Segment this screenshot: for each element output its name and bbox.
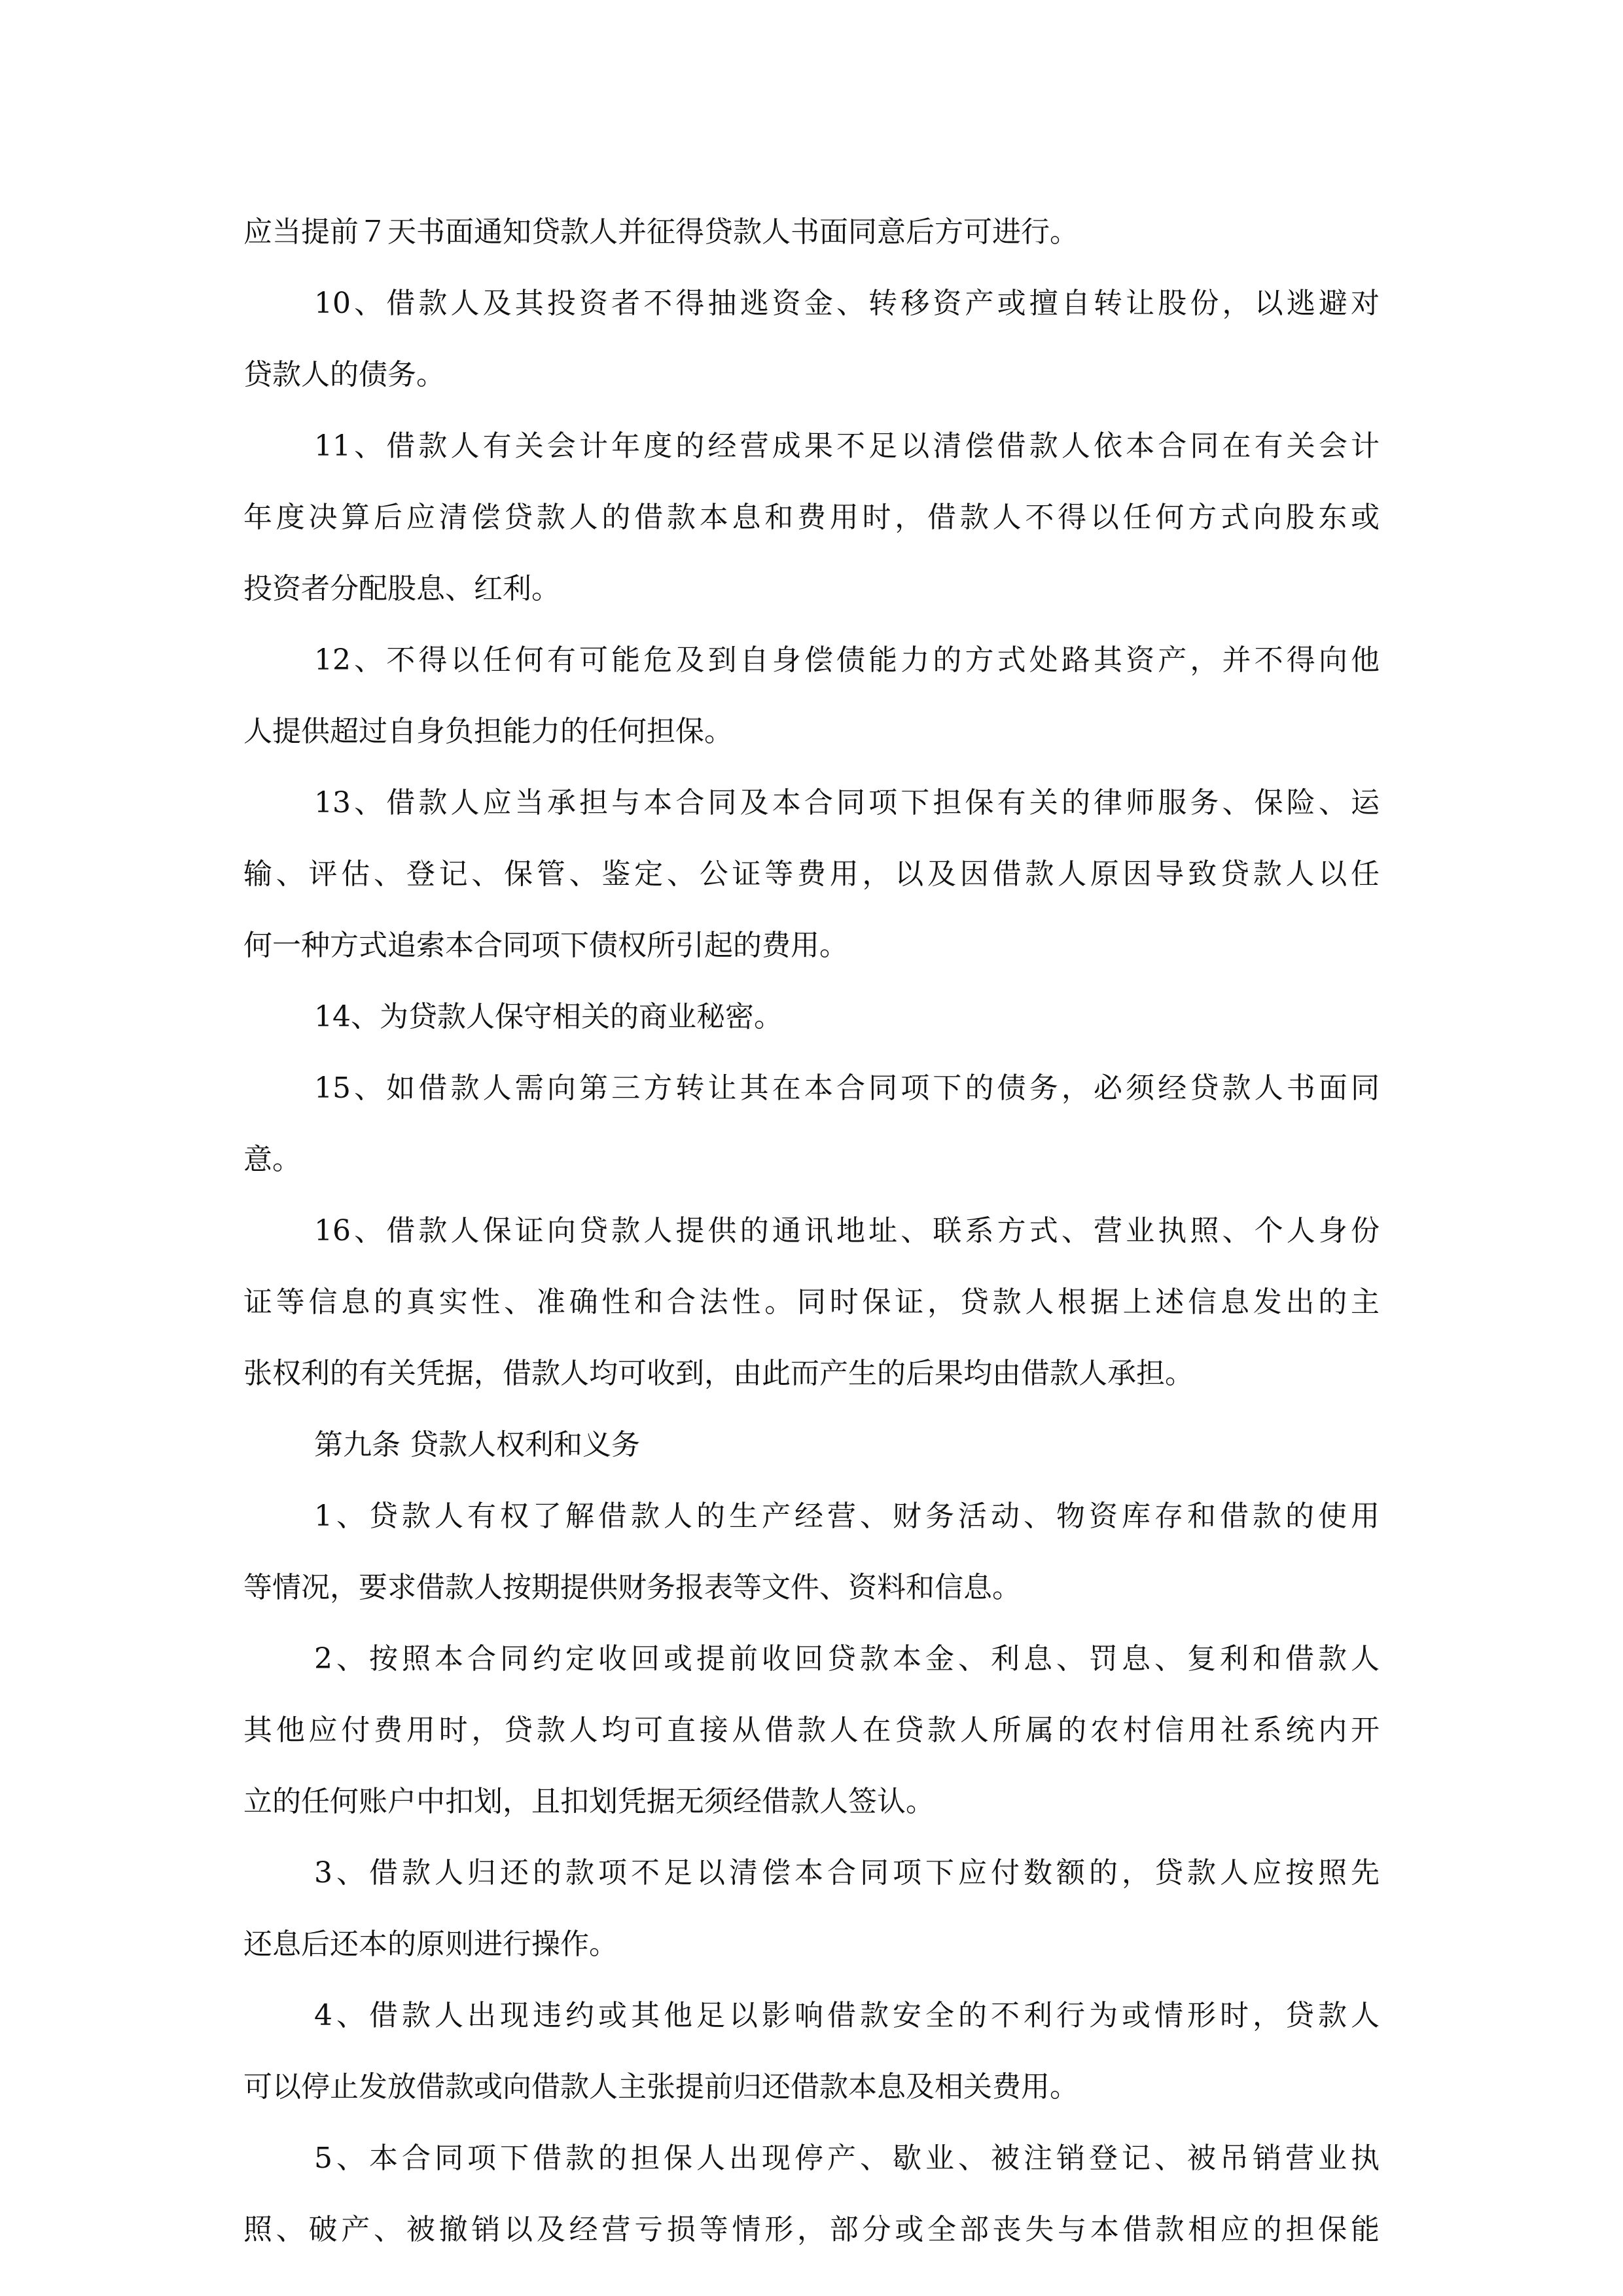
section-heading: [243, 1409, 1380, 1480]
text-line: 16、借款人保证向贷款人提供的通讯地址、联系方式、营业执照、个人身份: [314, 1214, 1380, 1247]
text-line: 年度决算后应清偿贷款人的借款本息和费用时，借款人不得以任何方式向股东或: [243, 501, 1380, 534]
text-line: 何一种方式追索本合同项下债权所引起的费用。: [243, 929, 848, 962]
text-line: 其他应付费用时，贷款人均可直接从借款人在贷款人所属的农村信用社系统内开: [243, 1713, 1380, 1747]
text-line: 立的任何账户中扣划，且扣划凭据无须经借款人签认。: [243, 1785, 935, 1818]
paragraph-p11: [243, 410, 1380, 624]
text-line: 贷款人的债务。: [243, 358, 445, 391]
text-line: 应当提前７天书面通知贷款人并征得贷款人书面同意后方可进行。: [243, 215, 1079, 249]
text-line: 12、不得以任何有可能危及到自身偿债能力的方式处路其资产，并不得向他: [314, 643, 1380, 677]
document-body: [243, 196, 1380, 2265]
text-line: 可以停止发放借款或向借款人主张提前归还借款本息及相关费用。: [243, 2070, 1079, 2104]
text-line: 等情况，要求借款人按期提供财务报表等文件、资料和信息。: [243, 1571, 1021, 1604]
text-line: 14、为贷款人保守相关的商业秘密。: [314, 1000, 783, 1033]
text-line: 10、借款人及其投资者不得抽逃资金、转移资产或擅自转让股份，以逃避对: [314, 287, 1380, 320]
paragraph-p-cont: [243, 196, 1380, 268]
paragraph-p16: [243, 1195, 1380, 1409]
paragraph-q5: [243, 2123, 1380, 2265]
text-line: 5、本合同项下借款的担保人出现停产、歇业、被注销登记、被吊销营业执: [314, 2142, 1380, 2175]
text-line: 第九条 贷款人权利和义务: [314, 1428, 640, 1462]
text-line: 3、借款人归还的款项不足以清偿本合同项下应付数额的，贷款人应按照先: [314, 1856, 1380, 1890]
paragraph-p14: [243, 981, 1380, 1052]
text-line: 人提供超过自身负担能力的任何担保。: [243, 715, 733, 748]
text-line: 4、借款人出现违约或其他足以影响借款安全的不利行为或情形时，贷款人: [314, 1999, 1380, 2032]
paragraph-q4: [243, 1980, 1380, 2123]
text-line: 13、借款人应当承担与本合同及本合同项下担保有关的律师服务、保险、运: [314, 786, 1380, 819]
paragraph-q2: [243, 1623, 1380, 1837]
text-line: 投资者分配股息、红利。: [243, 572, 560, 605]
text-line: 还息后还本的原则进行操作。: [243, 1928, 618, 1961]
text-line: 2、按照本合同约定收回或提前收回贷款本金、利息、罚息、复利和借款人: [314, 1642, 1380, 1676]
paragraph-p15: [243, 1052, 1380, 1195]
text-line: 15、如借款人需向第三方转让其在本合同项下的债务，必须经贷款人书面同: [314, 1071, 1380, 1105]
paragraph-q1: [243, 1480, 1380, 1623]
paragraph-p12: [243, 624, 1380, 767]
paragraph-p13: [243, 767, 1380, 981]
text-line: 11、借款人有关会计年度的经营成果不足以清偿借款人依本合同在有关会计: [314, 429, 1380, 463]
text-line: 证等信息的真实性、准确性和合法性。同时保证，贷款人根据上述信息发出的主: [243, 1285, 1380, 1319]
text-line: 意。: [243, 1143, 301, 1176]
text-line: 输、评估、登记、保管、鉴定、公证等费用，以及因借款人原因导致贷款人以任: [243, 857, 1380, 891]
text-line: 照、破产、被撤销以及经营亏损等情形，部分或全部丧失与本借款相应的担保能: [243, 2213, 1380, 2246]
paragraph-q3: [243, 1837, 1380, 1980]
paragraph-p10: [243, 268, 1380, 410]
text-line: 1、贷款人有权了解借款人的生产经营、财务活动、物资库存和借款的使用: [314, 1499, 1380, 1533]
text-line: 张权利的有关凭据，借款人均可收到，由此而产生的后果均由借款人承担。: [243, 1357, 1194, 1390]
